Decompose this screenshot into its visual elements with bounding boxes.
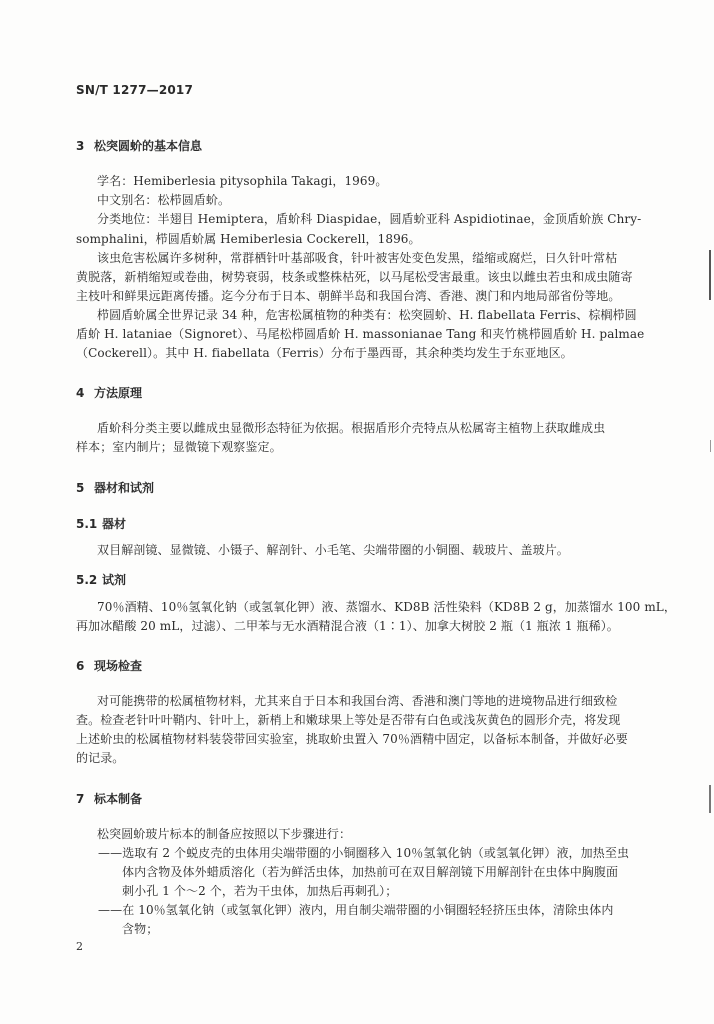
section-4-heading xyxy=(76,384,142,401)
list-item-continuation: 含物； xyxy=(122,922,159,936)
section-number: 5 xyxy=(76,481,85,495)
section-title: 松突圆蚧的基本信息 xyxy=(94,139,203,153)
text-line: 松突圆蚧玻片标本的制备应按照以下步骤进行： xyxy=(97,827,352,841)
list-item-continuation: 刺小孔 1 个～2 个，若为干虫体，加热后再刺孔）； xyxy=(122,884,398,898)
section-title: 现场检查 xyxy=(94,659,143,673)
text-line: 盾蚧 H. lataniae（Signoret）、马尾松栉圆盾蚧 H. massonianae Tang 和夹竹桃栉圆盾蚧 H. palmae xyxy=(76,327,645,341)
text-line: （Cockerell）。其中 H. fiabellata（Ferris）分布于墨西哥，其余种类均发生于东亚地区。 xyxy=(76,346,573,360)
section-number: 5.1 xyxy=(76,517,98,531)
text-line: 的记录。 xyxy=(76,751,125,765)
section-number: 7 xyxy=(76,792,85,806)
list-item-continuation: 体内含物及体外蜡质溶化（若为鲜活虫体，加热前可在双目解剖镜下用解剖针在虫体中胸腹面 xyxy=(122,865,619,879)
scan-edge-mark xyxy=(710,440,711,452)
text-line: 栉圆盾蚧属全世界记录 34 种，危害松属植物的种类有：松突圆蚧、H. flabellata Ferris、棕榈栉圆 xyxy=(97,308,637,322)
text-line: 再加冰醋酸 20 mL，过滤）、二甲苯与无水酒精混合液（1∶1）、加拿大树胶 2 瓶（1 瓶浓 1 瓶稀）。 xyxy=(76,619,619,633)
text-line: 70％酒精、10％氢氧化钠（或氢氧化钾）液、蒸馏水、KD8B 活性染料（KD8B 2 g，加蒸馏水 100 mL， xyxy=(97,600,676,614)
scan-edge-mark xyxy=(709,250,711,300)
page-number: 2 xyxy=(76,940,83,953)
section-5-1-heading xyxy=(76,515,126,532)
section-title: 试剂 xyxy=(102,573,127,587)
section-number: 3 xyxy=(76,139,85,153)
text-line: 主枝叶和鲜果远距离传播。迄今分布于日本、朝鲜半岛和我国台湾、香港、澳门和内地局部省份等地。 xyxy=(76,289,621,303)
list-item: ——选取有 2 个蜕皮壳的虫体用尖端带圈的小铜圈移入 10％氢氧化钠（或氢氧化钾）液，加热至虫 xyxy=(98,846,630,860)
text-line: 学名：Hemiberlesia pitysophila Takagi，1969。 xyxy=(97,174,388,188)
text-line: 中文别名：松栉圆盾蚧。 xyxy=(97,193,231,207)
text-line: 该虫危害松属许多树种，常群栖针叶基部吸食，针叶被害处变色发黑，缢缩或腐烂，日久针叶常枯 xyxy=(97,251,618,265)
section-title: 标本制备 xyxy=(94,792,143,806)
text-line: 查。检查老针叶叶鞘内、针叶上，新梢上和嫩球果上等处是否带有白色或浅灰黄色的圆形介壳，将发现 xyxy=(76,713,621,727)
section-5-heading xyxy=(76,479,154,496)
section-title: 方法原理 xyxy=(94,386,143,400)
section-7-heading xyxy=(76,790,142,807)
text-line: 样本；室内制片；显微镜下观察鉴定。 xyxy=(76,440,282,454)
text-line: somphalini，栉圆盾蚧属 Hemiberlesia Cockerell，1896。 xyxy=(76,232,421,246)
text-line: 黄脱落，新梢缩短或卷曲，树势衰弱，枝条或整株枯死，以马尾松受害最重。该虫以雌虫若虫和成虫随寄 xyxy=(76,270,633,284)
text-line: 盾蚧科分类主要以雌成虫显微形态特征为依据。根据盾形介壳特点从松属寄主植物上获取雌成虫 xyxy=(97,421,606,435)
scan-edge-mark xyxy=(709,785,711,813)
text-line: 上述蚧虫的松属植物材料装袋带回实验室，挑取蚧虫置入 70％酒精中固定，以备标本制备，并做好必要 xyxy=(76,732,628,746)
section-number: 4 xyxy=(76,386,85,400)
section-3-heading xyxy=(76,137,202,154)
section-number: 5.2 xyxy=(76,573,98,587)
section-number: 6 xyxy=(76,659,85,673)
text-line: 对可能携带的松属植物材料，尤其来自于日本和我国台湾、香港和澳门等地的进境物品进行细致检 xyxy=(97,694,618,708)
section-title: 器材和试剂 xyxy=(94,481,155,495)
section-6-heading xyxy=(76,657,142,674)
text-line: 分类地位：半翅目 Hemiptera，盾蚧科 Diaspidae，圆盾蚧亚科 Aspidiotinae，金顶盾蚧族 Chry- xyxy=(97,212,642,226)
section-5-2-heading xyxy=(76,571,126,588)
text-line: 双目解剖镜、显微镜、小镊子、解剖针、小毛笔、尖端带圈的小铜圈、载玻片、盖玻片。 xyxy=(97,543,569,557)
list-item: ——在 10％氢氧化钠（或氢氧化钾）液内，用自制尖端带圈的小铜圈轻轻挤压虫体，清除虫体内 xyxy=(98,903,614,917)
section-title: 器材 xyxy=(102,517,127,531)
standard-header: SN/T 1277—2017 xyxy=(76,83,194,97)
